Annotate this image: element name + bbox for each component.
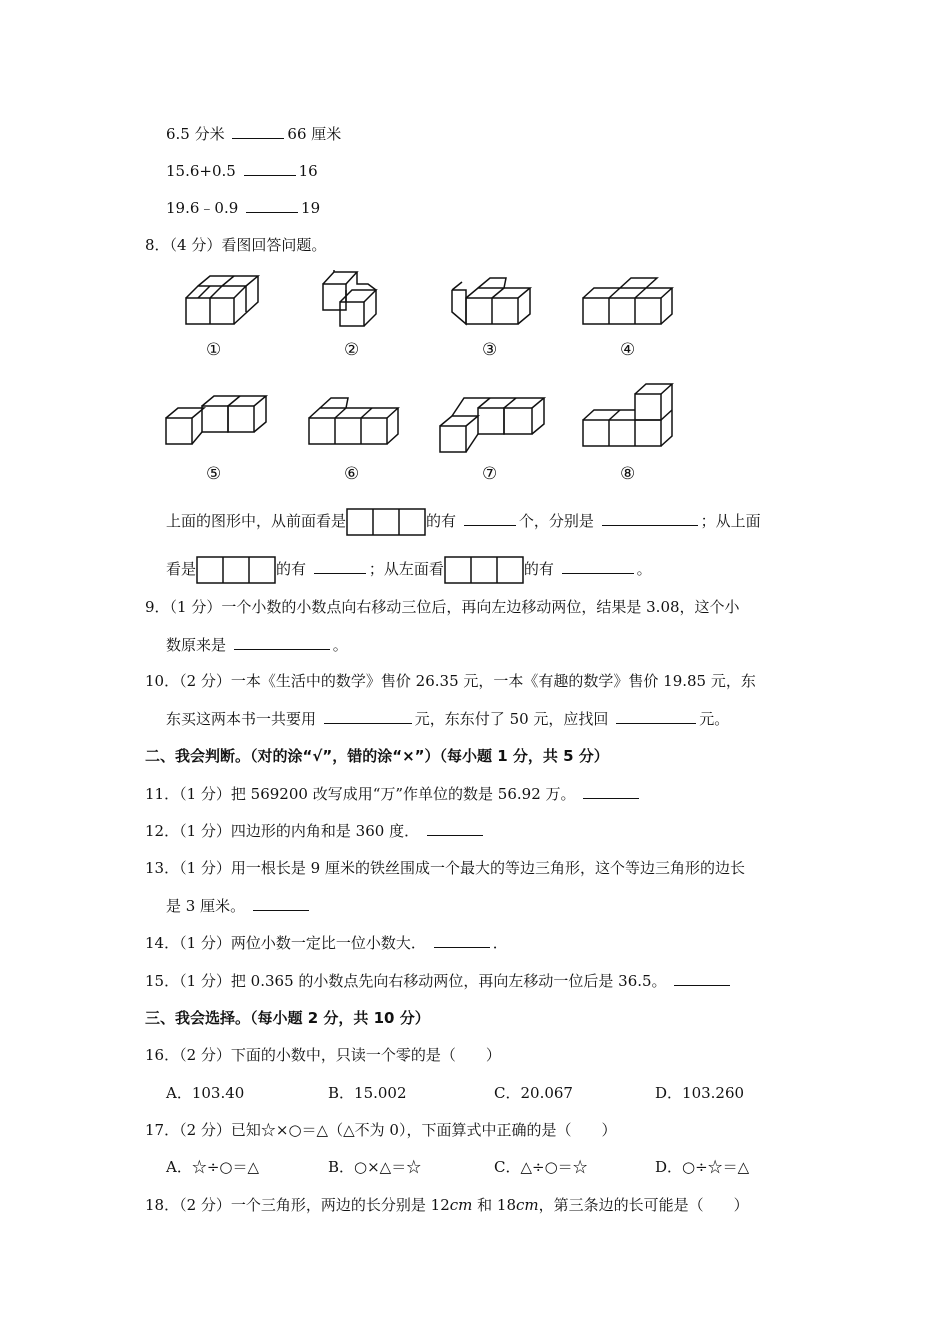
q8-text: 。	[636, 560, 652, 578]
question-13-line-2	[166, 895, 312, 917]
answer-blank[interactable]	[674, 971, 730, 986]
compare-left: 15.6+0.5	[166, 162, 236, 180]
section-3-heading: 三、我会选择。（每小题 2 分，共 10 分）	[145, 1009, 430, 1027]
answer-blank[interactable]	[232, 124, 284, 139]
question-17-option-d[interactable]: D．○÷☆＝△	[655, 1158, 750, 1176]
q8-text: 看是	[166, 560, 197, 578]
section-2-heading: 二、我会判断。（对的涂“√”，错的涂“×”）（每小题 1 分，共 5 分）	[145, 747, 609, 765]
answer-blank[interactable]	[583, 784, 639, 799]
answer-blank[interactable]	[464, 511, 516, 526]
answer-blank[interactable]	[616, 709, 696, 724]
answer-blank[interactable]	[234, 635, 330, 650]
question-10-line-1: 10．（2 分）一本《生活中的数学》售价 26.35 元，一本《有趣的数学》售价 19.85 元，东	[145, 672, 756, 690]
three-square-view	[196, 556, 276, 584]
cube-figure-1	[180, 274, 270, 330]
figure-label: ①	[206, 340, 222, 360]
q11-text: 11．（1 分）把 569200 改写成用“万”作单位的数是 56.92 万。	[145, 785, 576, 803]
compare-line-2	[166, 160, 318, 182]
compare-right: 16	[298, 162, 318, 180]
question-9-line-1: 9．（1 分）一个小数的小数点向右移动三位后，再向左边移动两位，结果是 3.08，这个小	[145, 598, 740, 616]
q13-text: 是 3 厘米。	[166, 897, 246, 915]
cube-figure-7	[434, 394, 550, 456]
answer-blank[interactable]	[602, 511, 698, 526]
q10-text: 元。	[699, 710, 730, 728]
q8-text: 的有	[426, 512, 457, 530]
three-square-view	[346, 508, 426, 536]
question-17-option-c[interactable]: C．△÷○＝☆	[494, 1158, 588, 1176]
answer-blank[interactable]	[314, 559, 366, 574]
q10-text: 东买这两本书一共要用	[166, 710, 317, 728]
three-square-view	[444, 556, 524, 584]
answer-blank[interactable]	[434, 933, 490, 948]
figure-label: ⑧	[620, 464, 636, 484]
question-14	[145, 932, 508, 954]
figure-label: ⑦	[482, 464, 498, 484]
q18-text: ，第三条边的长可能是（ ）	[538, 1196, 749, 1214]
compare-line-1	[166, 123, 341, 145]
answer-blank[interactable]	[324, 709, 412, 724]
question-17-option-a[interactable]: A．☆÷○＝△	[166, 1158, 260, 1176]
cube-figure-5	[162, 394, 272, 450]
q12-text: 12．（1 分）四边形的内角和是 360 度．	[145, 822, 420, 840]
figure-label: ②	[344, 340, 360, 360]
q9-text: 数原来是	[166, 636, 227, 654]
question-17-option-b[interactable]: B．○×△＝☆	[328, 1158, 422, 1176]
q9-text: 。	[332, 636, 348, 654]
answer-blank[interactable]	[253, 896, 309, 911]
question-16-option-b[interactable]: B．15.002	[328, 1084, 407, 1102]
question-15	[145, 970, 733, 992]
q14-text: ．	[492, 934, 508, 952]
compare-line-3	[166, 197, 320, 219]
figure-label: ③	[482, 340, 498, 360]
figure-label: ⑥	[344, 464, 360, 484]
q8-text: 的有	[276, 560, 307, 578]
question-8-stem: 8．（4 分）看图回答问题。	[145, 236, 327, 254]
question-18-stem	[145, 1194, 749, 1216]
question-9-line-2	[166, 634, 348, 656]
cube-figure-3	[446, 276, 534, 330]
q8-text: 上面的图形中，从前面看是	[166, 512, 347, 530]
compare-right: 19	[301, 199, 321, 217]
answer-blank[interactable]	[244, 161, 296, 176]
cube-figure-2	[318, 266, 388, 332]
compare-left: 6.5 分米	[166, 125, 225, 143]
question-8-line-1	[166, 506, 761, 536]
figure-label: ⑤	[206, 464, 222, 484]
compare-right: 66 厘米	[287, 125, 342, 143]
question-16-option-a[interactable]: A．103.40	[166, 1084, 245, 1102]
q18-text: 18．（2 分）一个三角形，两边的长分别是 12	[145, 1196, 450, 1214]
question-10-line-2	[166, 708, 729, 730]
q15-text: 15．（1 分）把 0.365 的小数点先向右移动两位，再向左移动一位后是 36.5。	[145, 972, 667, 990]
compare-left: 19.6﹣0.9	[166, 199, 239, 217]
figure-label: ④	[620, 340, 636, 360]
question-17-stem: 17．（2 分）已知☆×○＝△（△不为 0），下面算式中正确的是（ ）	[145, 1121, 617, 1139]
answer-blank[interactable]	[427, 821, 483, 836]
cube-figure-8	[578, 378, 678, 450]
q8-text: ；从上面	[700, 512, 761, 530]
question-8-line-2	[166, 554, 652, 584]
q8-text: 的有	[523, 560, 554, 578]
question-16-stem: 16．（2 分）下面的小数中，只读一个零的是（ ）	[145, 1046, 501, 1064]
unit-cm: cm	[449, 1196, 473, 1214]
answer-blank[interactable]	[246, 198, 298, 213]
q8-text: ；从左面看	[368, 560, 444, 578]
question-16-option-c[interactable]: C．20.067	[494, 1084, 573, 1102]
q18-text: 和 18	[472, 1196, 517, 1214]
unit-cm: cm	[516, 1196, 539, 1214]
question-11	[145, 783, 642, 805]
question-13-line-1: 13．（1 分）用一根长是 9 厘米的铁丝围成一个最大的等边三角形，这个等边三角形的边长	[145, 859, 745, 877]
q8-text: 个，分别是	[518, 512, 594, 530]
cube-figure-6	[304, 396, 404, 448]
question-12	[145, 820, 486, 842]
cube-figure-4	[578, 274, 674, 330]
question-16-option-d[interactable]: D．103.260	[655, 1084, 745, 1102]
q10-text: 元，东东付了 50 元，应找回	[414, 710, 609, 728]
answer-blank[interactable]	[562, 559, 634, 574]
q14-text: 14．（1 分）两位小数一定比一位小数大．	[145, 934, 426, 952]
